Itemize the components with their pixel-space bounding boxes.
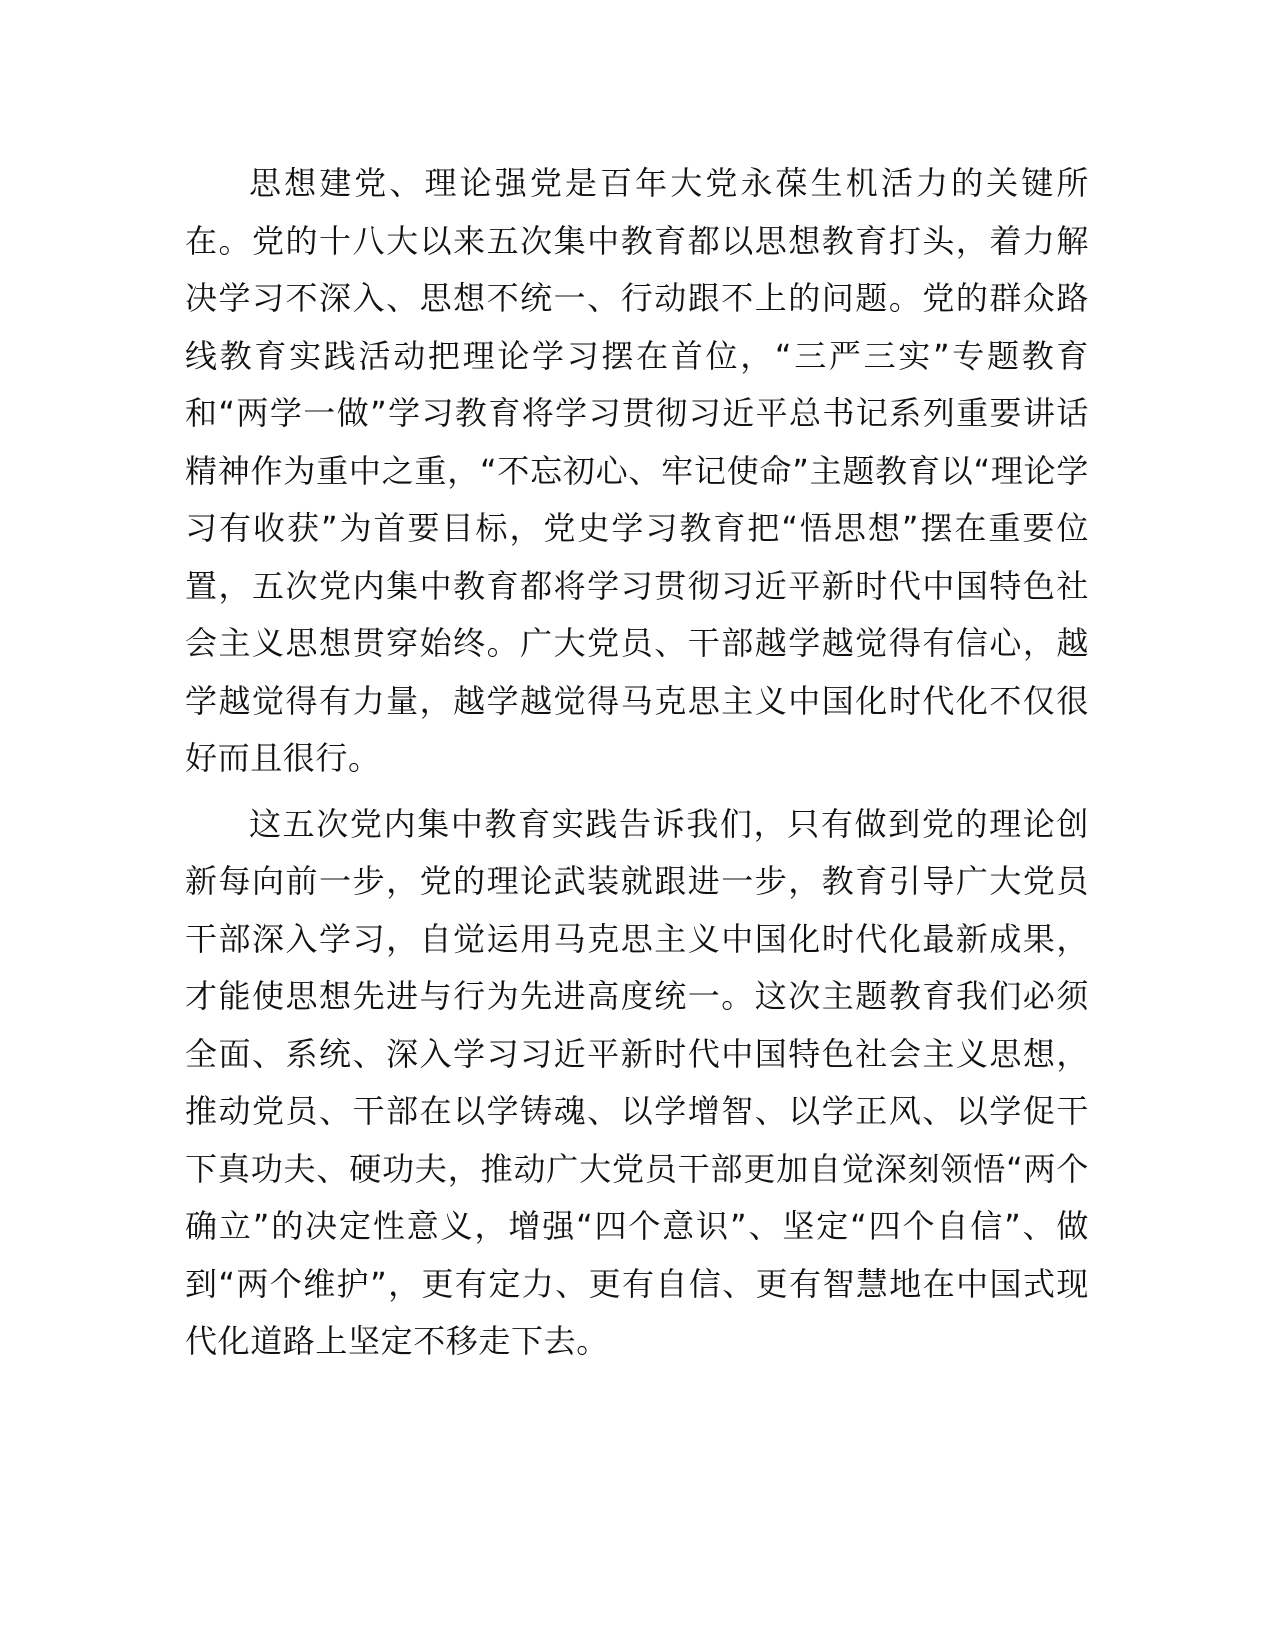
paragraph-2: 这五次党内集中教育实践告诉我们，只有做到党的理论创新每向前一步，党的理论武装就跟进一步，教育引导广大党员干部深入学习，自觉运用马克思主义中国化时代化最新成果，才能使思想先进与行为先进高度统一。这次主题教育我们必须全面、系统、深入学习习近平新时代中国特色社会主义思想，推动党员、干部在以学铸魂、以学增智、以学正风、以学促干下真功夫、硬功夫，推动广大党员干部更加自觉深刻领悟“两个确立”的决定性意义，增强“四个意识”、坚定“四个自信”、做到“两个维护”，更有定力、更有自信、更有智慧地在中国式现代化道路上坚定不移走下去。 [185, 804, 1089, 1360]
paragraph-1: 思想建党、理论强党是百年大党永葆生机活力的关键所在。党的十八大以来五次集中教育都以思想教育打头，着力解决学习不深入、思想不统一、行动跟不上的问题。党的群众路线教育实践活动把理论学习摆在首位，“三严三实”专题教育和“两学一做”学习教育将学习贯彻习近平总书记系列重要讲话精神作为重中之重，“不忘初心、牢记使命”主题教育以“理论学习有收获”为首要目标，党史学习教育把“悟思想”摆在重要位置，五次党内集中教育都将学习贯彻习近平新时代中国特色社会主义思想贯穿始终。广大党员、干部越学越觉得有信心，越学越觉得有力量，越学越觉得马克思主义中国化时代化不仅很好而且很行。 [185, 164, 1089, 777]
document-body [185, 155, 1089, 1379]
